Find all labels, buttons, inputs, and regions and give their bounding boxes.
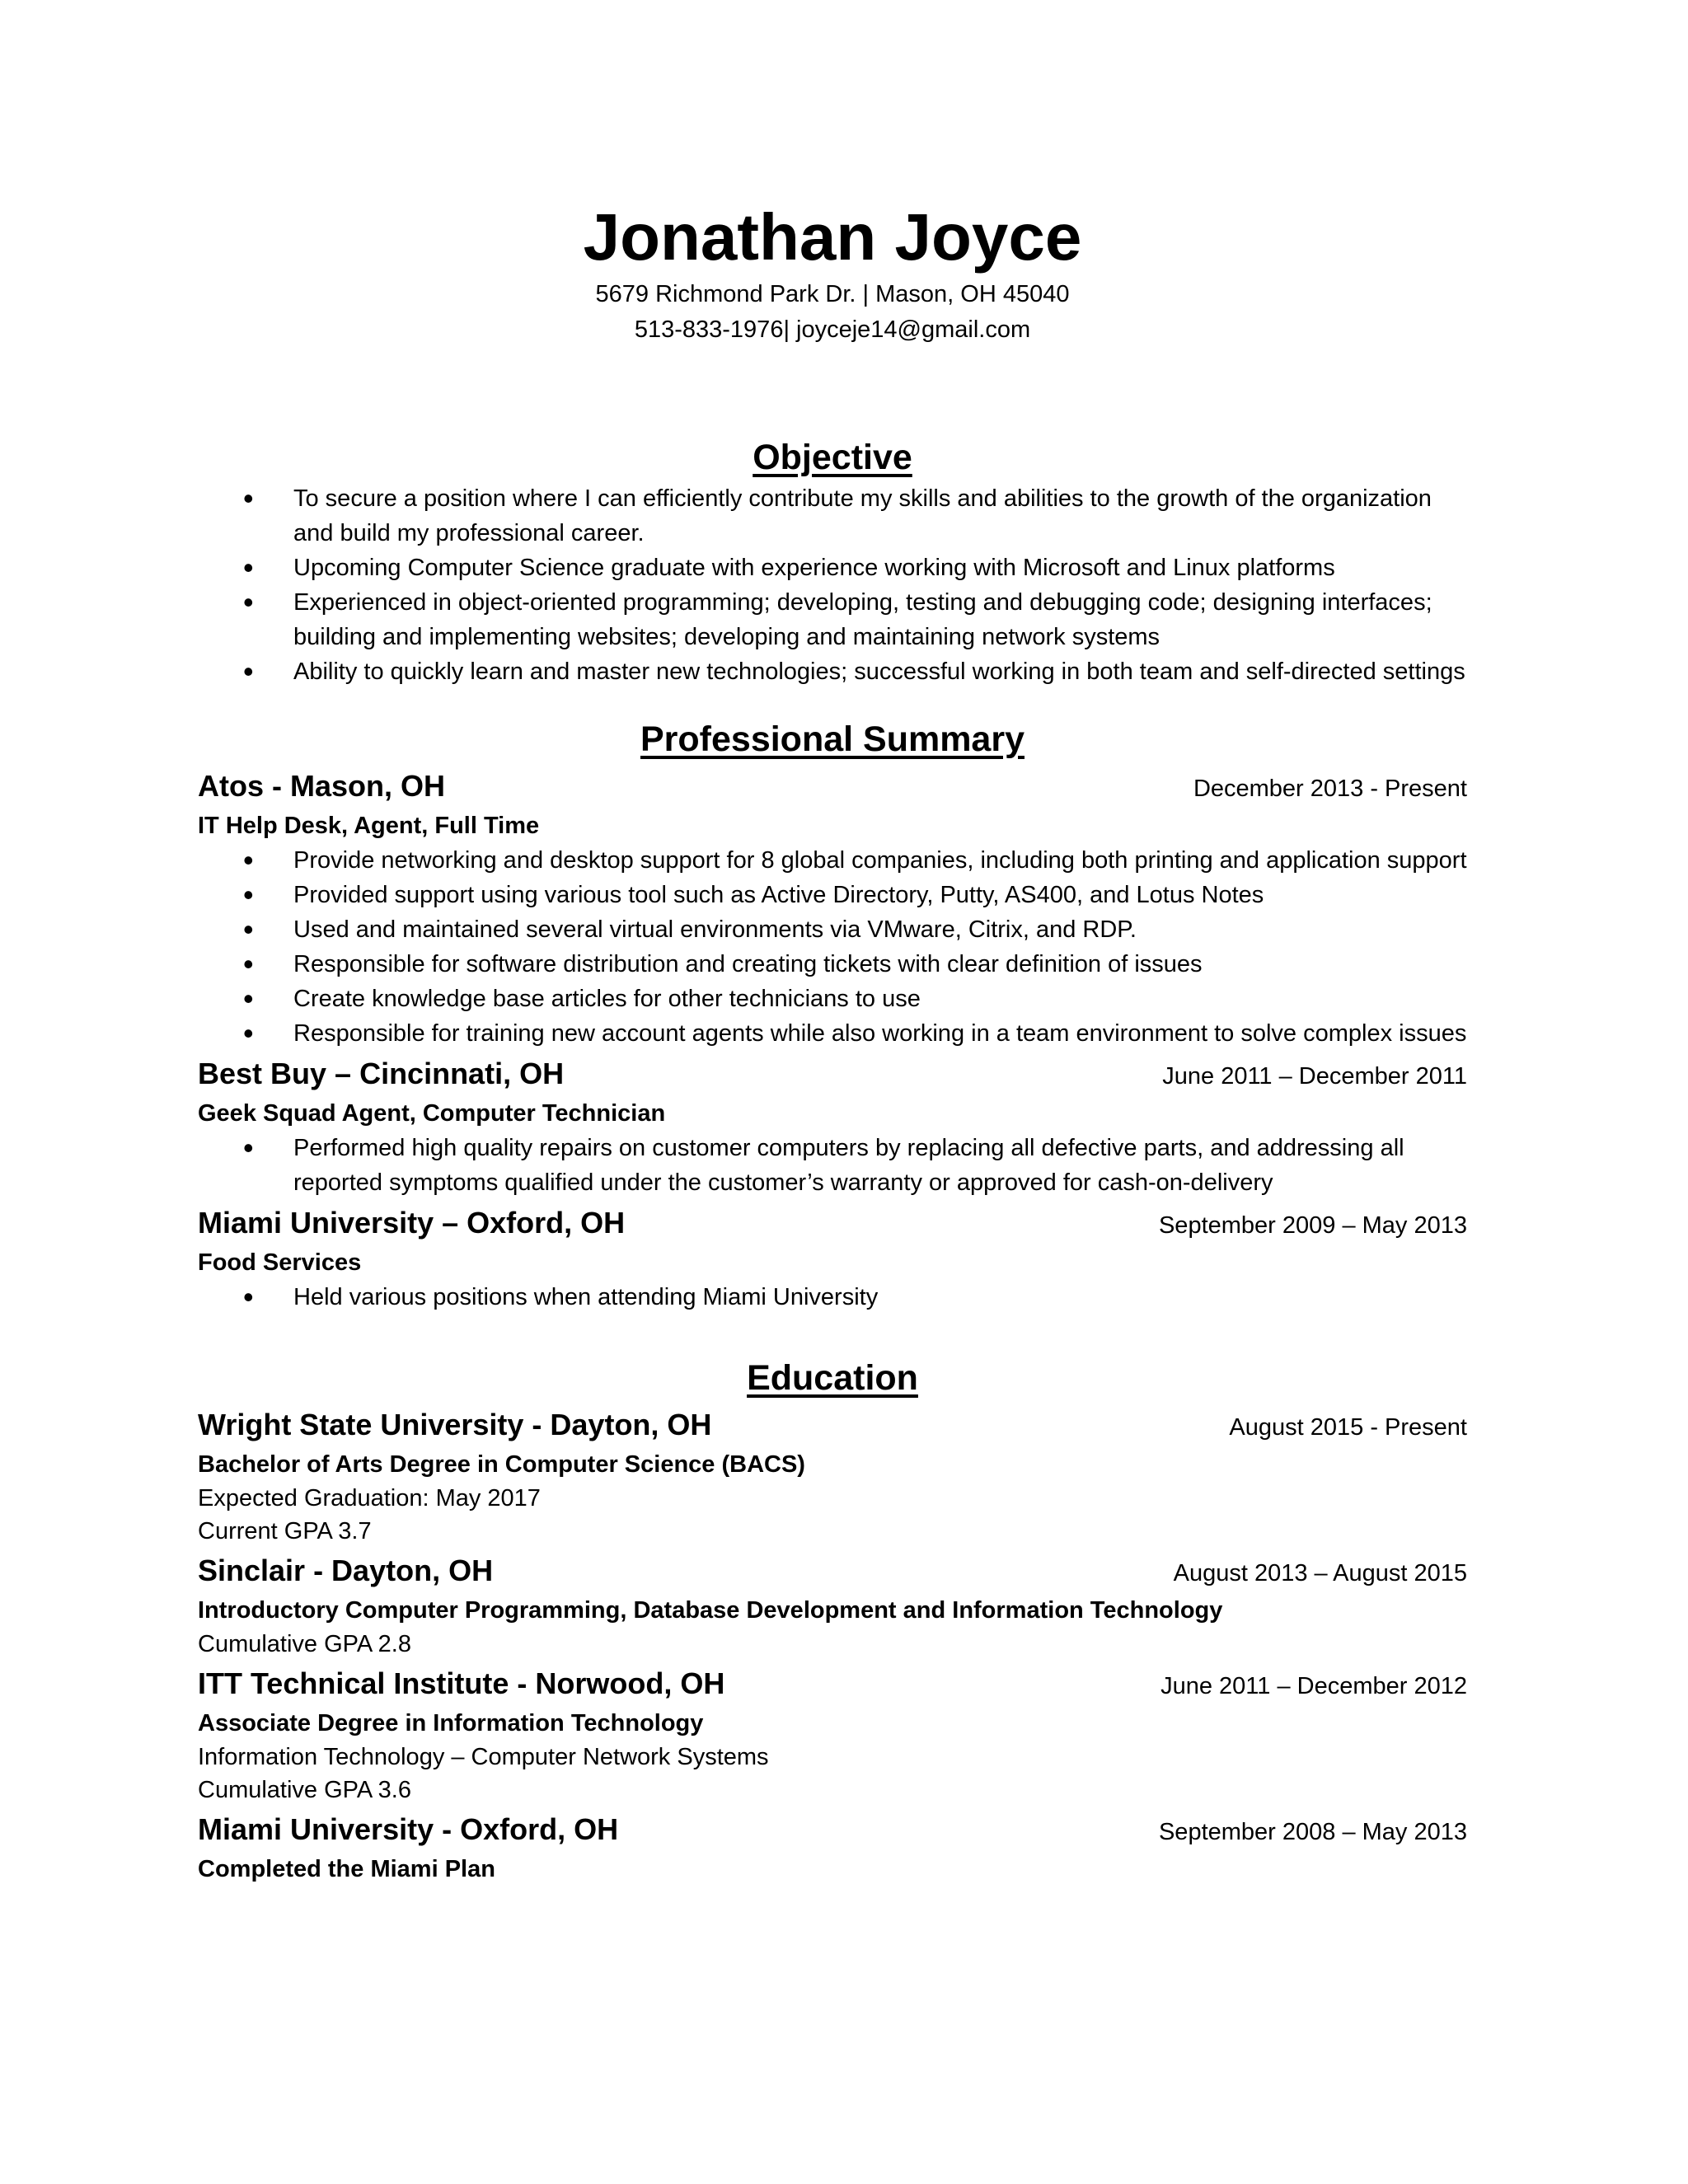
school-detail: Expected Graduation: May 2017 — [198, 1484, 541, 1511]
school-degree: Introductory Computer Programming, Database Development and Information Technology — [198, 1596, 1223, 1624]
job-duty: • Provided support using various tool such as Active Directory, Putty, AS400, and Lotus Notes — [198, 878, 1467, 912]
objective-bullet: • Ability to quickly learn and master new technologies; successful working in both team and self-directed settings — [198, 654, 1467, 689]
job-employer: Atos - Mason, OH — [198, 768, 446, 803]
job-duties — [198, 843, 1467, 1051]
school-dates: September 2008 – May 2013 — [1158, 1818, 1467, 1845]
job-employer: Best Buy – Cincinnati, OH — [198, 1056, 565, 1090]
objective-title: Objective — [753, 438, 912, 477]
school-detail: Cumulative GPA 2.8 — [198, 1630, 411, 1657]
school-detail: Information Technology – Computer Network Systems — [198, 1743, 769, 1770]
school-name: Miami University - Oxford, OH — [198, 1811, 619, 1846]
job-dates: September 2009 – May 2013 — [1158, 1212, 1467, 1239]
job-duty: • Create knowledge base articles for other technicians to use — [198, 982, 1467, 1016]
school-header — [198, 1664, 1467, 1706]
objective-bullet: • Upcoming Computer Science graduate with experience working with Microsoft and Linux platforms — [198, 551, 1467, 585]
school-header — [198, 1810, 1467, 1852]
job-duty: • Responsible for software distribution and creating tickets with clear definition of issues — [198, 947, 1467, 982]
job-duties — [198, 1131, 1467, 1200]
school-dates: June 2011 – December 2012 — [1160, 1672, 1467, 1699]
school-dates: August 2013 – August 2015 — [1173, 1559, 1467, 1586]
school-degree: Associate Degree in Information Technology — [198, 1709, 704, 1736]
school-name: Wright State University - Dayton, OH — [198, 1407, 712, 1441]
school-degree: Completed the Miami Plan — [198, 1855, 495, 1882]
job-dates: June 2011 – December 2011 — [1162, 1062, 1467, 1090]
job-entry-miami — [198, 1203, 1467, 1315]
job-header — [198, 766, 1467, 808]
job-duty: • Responsible for training new account agents while also working in a team environment to solve complex issues — [198, 1016, 1467, 1051]
job-header — [198, 1054, 1467, 1096]
school-name: ITT Technical Institute - Norwood, OH — [198, 1666, 725, 1700]
job-duties — [198, 1280, 1467, 1315]
resume-header — [198, 198, 1467, 348]
phone-email-line: 513-833-1976| joyceje14@gmail.com — [634, 316, 1031, 343]
job-duty: • Used and maintained several virtual environments via VMware, Citrix, and RDP. — [198, 912, 1467, 947]
school-entry-itt — [198, 1664, 1467, 1807]
job-entry-atos — [198, 766, 1467, 1051]
school-header — [198, 1551, 1467, 1593]
job-role: Geek Squad Agent, Computer Technician — [198, 1099, 666, 1127]
job-duty: • Held various positions when attending Miami University — [198, 1280, 1467, 1315]
education-title: Education — [747, 1357, 918, 1398]
job-header — [198, 1203, 1467, 1245]
job-dates: December 2013 - Present — [1193, 775, 1467, 802]
objective-bullet: • To secure a position where I can efficiently contribute my skills and abilities to the growth of the organization and build my professional career. — [198, 481, 1467, 551]
candidate-name: Jonathan Joyce — [583, 200, 1082, 274]
school-detail: Current GPA 3.7 — [198, 1517, 372, 1544]
job-role: Food Services — [198, 1249, 362, 1276]
address-line: 5679 Richmond Park Dr. | Mason, OH 45040 — [595, 281, 1070, 307]
job-employer: Miami University – Oxford, OH — [198, 1205, 626, 1240]
school-detail: Cumulative GPA 3.6 — [198, 1776, 411, 1803]
job-entry-best-buy — [198, 1054, 1467, 1200]
resume-content — [198, 198, 1467, 1886]
job-duty: • Performed high quality repairs on customer computers by replacing all defective parts, and addressing all reported symptoms qualified under the customer’s warranty or approved for cash-on-delivery — [198, 1131, 1467, 1200]
job-role: IT Help Desk, Agent, Full Time — [198, 812, 540, 839]
school-name: Sinclair - Dayton, OH — [198, 1553, 494, 1587]
school-entry-wright-state — [198, 1405, 1467, 1548]
school-header — [198, 1405, 1467, 1447]
objective-bullet: • Experienced in object-oriented programming; developing, testing and debugging code; designing interfaces; building and implementing websites; developing and maintaining network systems — [198, 585, 1467, 654]
school-entry-sinclair — [198, 1551, 1467, 1661]
school-dates: August 2015 - Present — [1229, 1413, 1467, 1441]
objective-list — [198, 481, 1467, 689]
professional-summary-title: Professional Summary — [640, 719, 1025, 759]
school-degree: Bachelor of Arts Degree in Computer Science (BACS) — [198, 1451, 805, 1478]
job-duty: • Provide networking and desktop support for 8 global companies, including both printing and application support — [198, 843, 1467, 878]
school-entry-miami — [198, 1810, 1467, 1886]
